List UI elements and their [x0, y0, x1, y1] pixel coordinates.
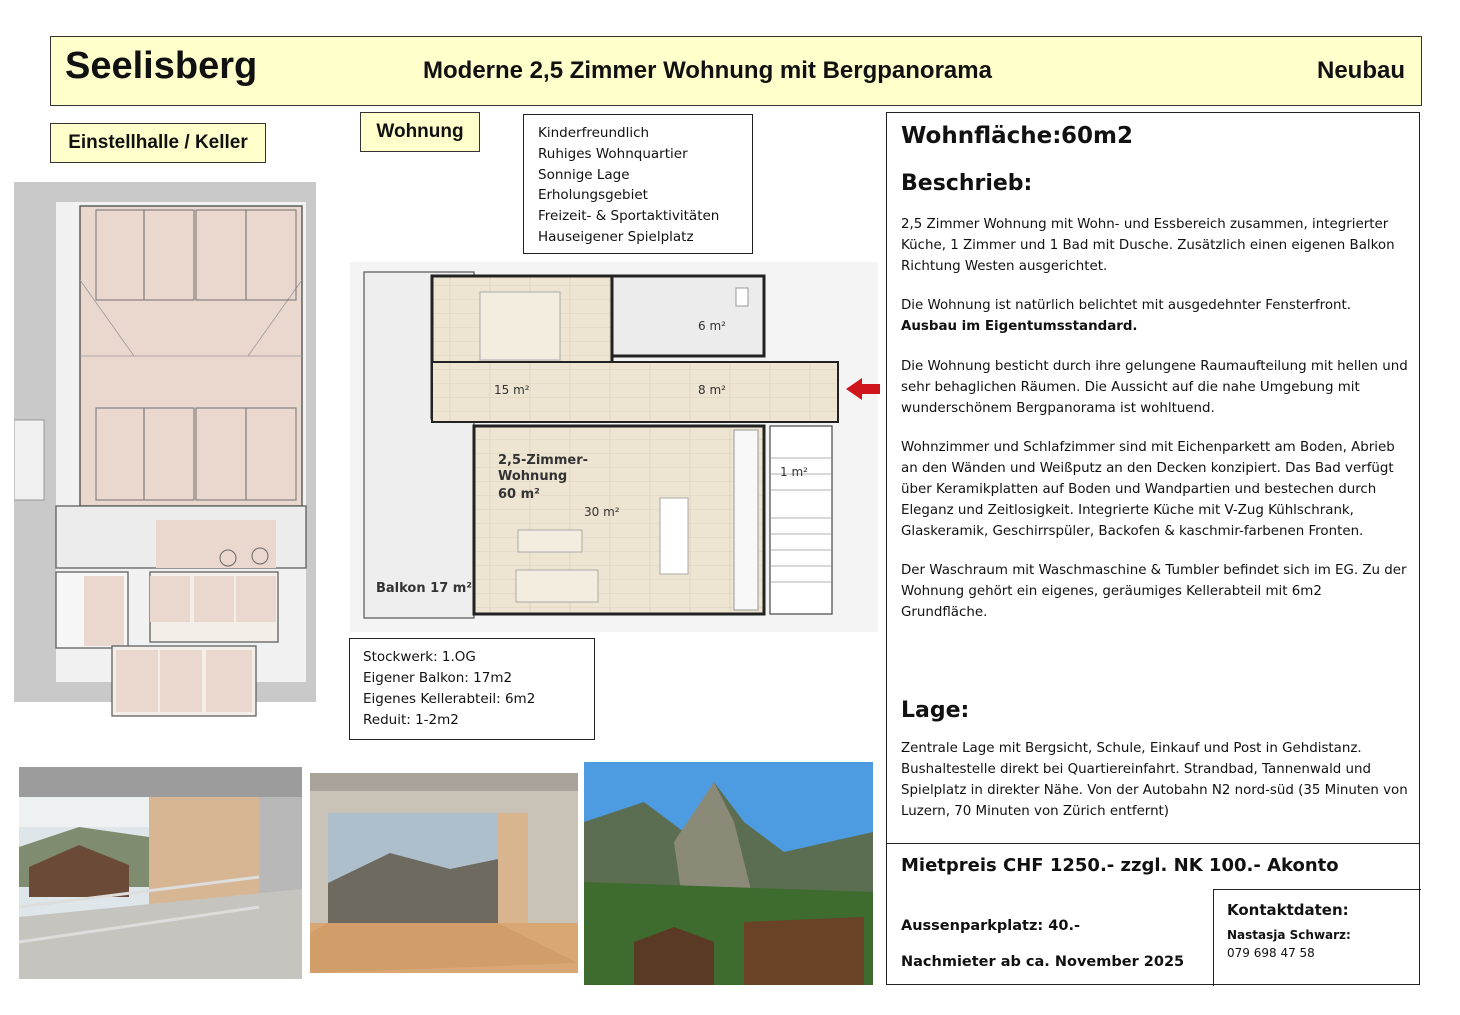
- features-list: [523, 114, 753, 254]
- apartment-floorplan: [350, 258, 885, 638]
- rent-price: Mietpreis CHF 1250.- zzgl. NK 100.- Akonto: [901, 855, 1339, 876]
- contact-name: Nastasja Schwarz:: [1227, 928, 1351, 942]
- description-text: Die Wohnung ist natürlich belichtet mit ausgedehnter Fensterfront.: [901, 298, 1352, 313]
- room-label: 8 m²: [698, 383, 726, 397]
- fact-item: Eigenes Kellerabteil: 6m2: [363, 691, 536, 707]
- balcony-photo: [19, 767, 302, 979]
- description-paragraph: [901, 295, 1409, 337]
- garage-floorplan: [14, 180, 318, 740]
- balcony-label: Balkon 17 m²: [376, 581, 473, 596]
- feature-item: Ruhiges Wohnquartier: [538, 145, 688, 162]
- description-paragraph: Die Wohnung besticht durch ihre gelungene Raumaufteilung mit hellen und sehr behaglichen Räumen. Die Aussicht auf die nahe Umgebung mit wunderschönem Bergpanorama ist wohltuend.: [901, 359, 1408, 416]
- feature-item: Hauseigener Spielplatz: [538, 228, 694, 245]
- fact-item: Stockwerk: 1.OG: [363, 649, 476, 665]
- contact-phone[interactable]: 079 698 47 58: [1227, 946, 1315, 960]
- description-panel: [886, 112, 1420, 844]
- contact-title: Kontaktdaten:: [1227, 901, 1349, 919]
- feature-item: Erholungsgebiet: [538, 187, 648, 204]
- plan-title: 2,5-Zimmer-: [498, 453, 589, 468]
- price-panel: [886, 843, 1420, 985]
- contact-box: [1213, 889, 1421, 986]
- living-room-photo: [310, 773, 578, 973]
- fact-item: Reduit: 1-2m2: [363, 712, 459, 728]
- description-heading: Beschrieb:: [901, 171, 1033, 196]
- mountain-view-photo: [584, 762, 873, 985]
- fact-item: Eigener Balkon: 17m2: [363, 670, 513, 686]
- feature-item: Sonnige Lage: [538, 166, 630, 183]
- location-heading: Lage:: [901, 698, 970, 723]
- description-paragraph: Wohnzimmer und Schlafzimmer sind mit Eichenparkett am Boden, Abrieb an den Wänden und Weißputz an den Decken konzipiert. Das Bad verfügt über Keramikplatten auf Boden und Wandpartien und bestechen durch Eleganz und Zeitlosigkeit. Integrierte Küche mit V-Zug Kühlschrank, Glaskeramik, Geschirrspüler, Backofen & kaschmir-farbenen Fronten.: [901, 440, 1395, 539]
- garage-label: Einstellhalle / Keller: [50, 123, 266, 163]
- plan-title: 60 m²: [498, 487, 540, 502]
- feature-item: Kinderfreundlich: [538, 125, 650, 141]
- living-area-label: Wohnfläche:: [901, 123, 1062, 149]
- description-paragraph: Der Waschraum mit Waschmaschine & Tumbler befindet sich im EG. Zu der Wohnung gehört ein eigenes, geräumiges Kellerabteil mit 6m2 Grundfläche.: [901, 563, 1407, 620]
- listing-headline: Moderne 2,5 Zimmer Wohnung mit Bergpanorama: [423, 57, 992, 84]
- key-facts: [349, 638, 595, 740]
- apartment-label: Wohnung: [360, 112, 480, 152]
- living-area-value: 60m2: [1061, 123, 1133, 149]
- description-paragraph: 2,5 Zimmer Wohnung mit Wohn- und Essbereich zusammen, integrierter Küche, 1 Zimmer und 1 Bad mit Dusche. Zusätzlich einen eigenen Balkon Richtung Westen ausgerichtet.: [901, 217, 1395, 274]
- parking-price: Aussenparkplatz: 40.-: [901, 918, 1080, 934]
- availability: Nachmieter ab ca. November 2025: [901, 954, 1185, 970]
- header-banner: [50, 36, 1422, 106]
- description-bold-text: Ausbau im Eigentumsstandard.: [901, 319, 1138, 334]
- plan-title: Wohnung: [498, 469, 568, 484]
- location-paragraph: Zentrale Lage mit Bergsicht, Schule, Einkauf und Post in Gehdistanz. Bushaltestelle direkt bei Quartiereinfahrt. Strandbad, Tannenwald und Spielplatz in direkter Nähe. Von der Autobahn N2 nord-süd (35 Minuten von Luzern, 70 Minuten von Zürich entfernt): [901, 741, 1408, 819]
- feature-item: Freizeit- & Sportaktivitäten: [538, 208, 720, 225]
- city-title: Seelisberg: [65, 45, 258, 87]
- living-area: [901, 123, 1133, 149]
- room-label: 30 m²: [584, 505, 620, 519]
- building-tag: Neubau: [1316, 57, 1405, 84]
- room-label: 6 m²: [698, 319, 726, 333]
- room-label: 1 m²: [780, 465, 808, 479]
- room-label: 15 m²: [494, 383, 530, 397]
